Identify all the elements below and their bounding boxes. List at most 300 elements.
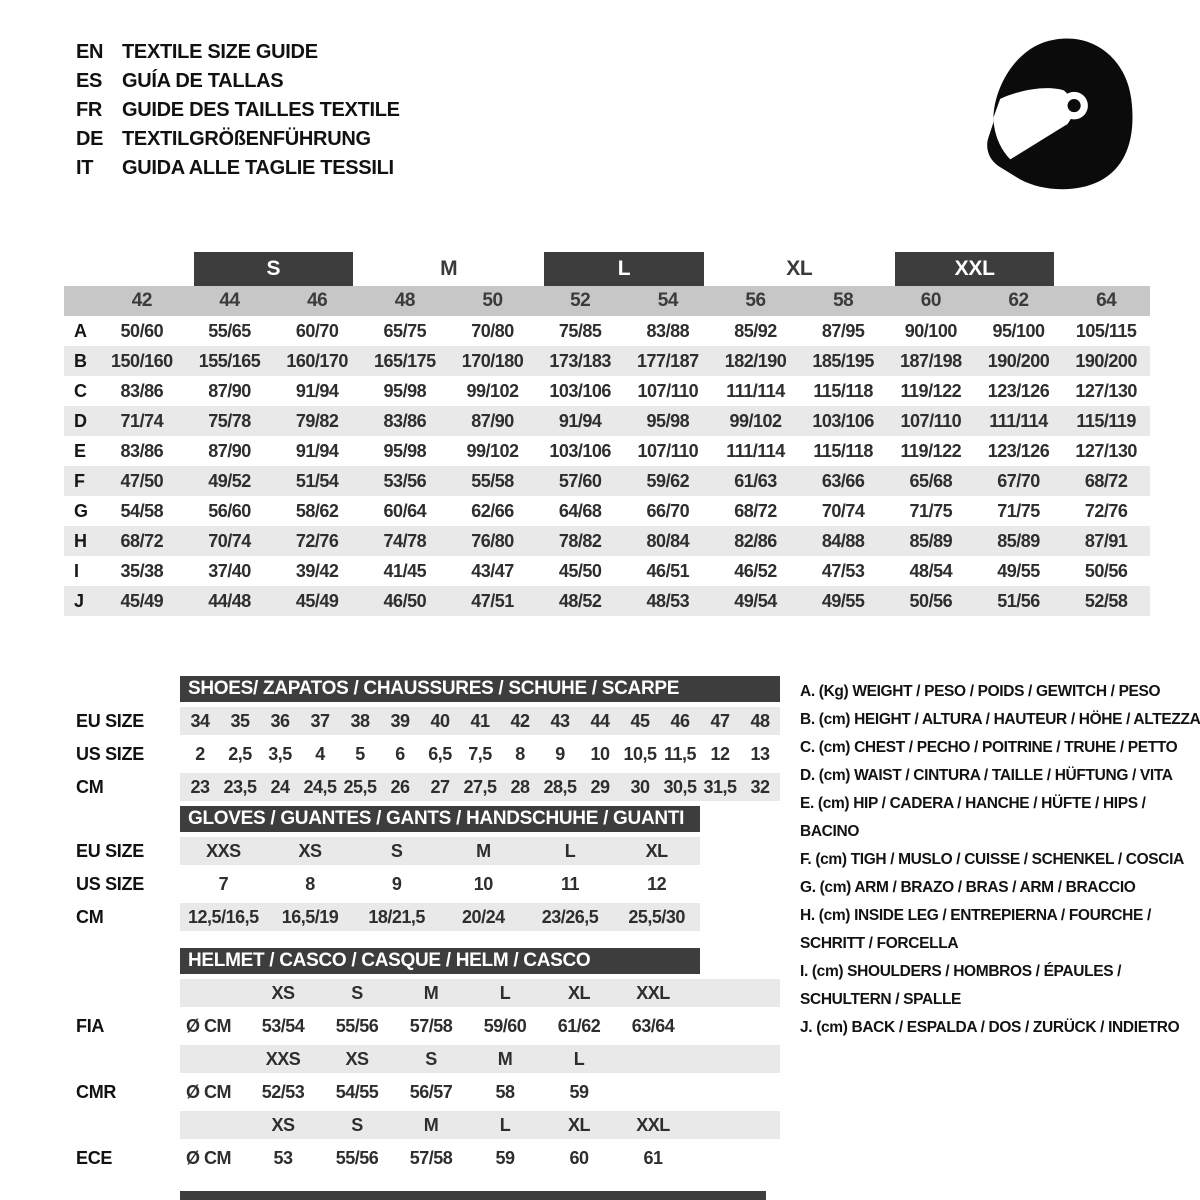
size-range-value: 37/40 [208,560,251,581]
glove-size-value: 11 [560,873,579,894]
legend-item [800,790,1200,846]
size-range-value: 76/80 [471,530,514,551]
size-range-value: 71/75 [997,500,1040,521]
helmet-size-value: 61/62 [557,1015,601,1036]
size-range-value: 95/98 [383,380,427,401]
size-range-value: 56/60 [208,500,251,521]
helmet-size-band [180,1111,780,1139]
language-row [76,96,400,125]
size-range-value: 70/74 [821,500,865,521]
size-range-value: 85/89 [909,530,953,551]
shoe-size-value: 7,5 [468,743,492,764]
shoe-size-value: 30 [630,776,650,797]
helmet-rows [64,979,784,1172]
shoe-size-value: 26 [390,776,410,797]
size-range-value: 66/70 [646,500,690,521]
size-range-value: 47/50 [120,470,164,491]
shoe-size-value: 2 [195,743,205,764]
numeric-size-label: 52 [570,290,591,311]
helmet-standard-row-fia [64,1012,784,1040]
shoe-size-value: 38 [350,710,370,731]
row-letter: C [74,380,87,401]
helmet-size-header-row [64,1045,784,1073]
glove-size-value: 12 [647,873,667,894]
size-range-value: 45/50 [558,560,602,581]
size-letter-header-s: S [194,252,353,286]
helmet-size-label: XL [567,1114,590,1135]
row-letter: F [74,470,85,491]
language-title: GUIDA ALLE TAGLIE TESSILI [122,157,394,179]
size-range-value: 123/126 [987,380,1050,401]
helmet-size-label: S [351,982,363,1003]
size-range-value: 47/51 [471,590,514,611]
size-range-value: 155/165 [198,350,261,371]
size-range-value: 75/78 [208,410,251,431]
shoe-size-value: 23 [190,776,210,797]
numeric-size-label: 42 [131,290,152,311]
size-range-value: 68/72 [120,530,164,551]
helmet-standard-label: ECE [76,1147,113,1168]
helmet-standard-label: FIA [76,1015,105,1036]
size-letter-header-m: M [440,257,458,280]
language-row [76,125,400,154]
size-range-value: 83/86 [120,380,164,401]
size-range-value: 35/38 [120,560,164,581]
language-title: GUIDE DES TAILLES TEXTILE [122,99,400,121]
legend-unit: (Kg) [818,683,853,700]
legend-text: HEIGHT / ALTURA / HAUTEUR / HÖHE / ALTEZZA [854,711,1200,728]
legend-unit: (cm) [816,1019,852,1036]
legend-key: H. [800,907,819,924]
shoes-row [64,707,784,735]
gloves-size-band [180,870,700,898]
size-range-value: 160/170 [286,350,348,371]
legend-text: BACK / ESPALDA / DOS / ZURÜCK / INDIETRO [851,1019,1180,1036]
legend-key: J. [800,1019,817,1036]
helmet-size-label: XXL [636,982,670,1003]
helmet-size-label: S [351,1114,363,1135]
shoes-section-header: SHOES/ ZAPATOS / CHAUSSURES / SCHUHE / SCARPE [180,676,780,702]
size-range-value: 87/90 [208,440,251,461]
gloves-row-label: CM [76,906,104,927]
size-range-value: 57/60 [558,470,602,491]
shoe-size-value: 43 [550,710,570,731]
size-range-value: 83/86 [383,410,427,431]
size-range-value: 43/47 [471,560,514,581]
measure-row-h [64,526,1150,556]
shoe-size-value: 41 [470,710,490,731]
size-range-value: 150/160 [111,350,173,371]
numeric-size-label: 50 [482,290,503,311]
helmet-size-label: L [499,982,511,1003]
measure-row-c [64,376,1150,406]
shoe-size-value: 28,5 [543,776,577,797]
legend-key: D. [800,767,819,784]
size-range-value: 67/70 [997,470,1040,491]
helmet-size-value: 61 [643,1147,663,1168]
row-letter: D [74,410,87,431]
shoe-size-value: 4 [315,743,325,764]
helmet-size-value: 53 [273,1147,293,1168]
helmet-size-value: 57/58 [409,1147,453,1168]
shoes-row-label: CM [76,776,104,797]
helmet-size-value: 56/57 [409,1081,453,1102]
numeric-size-label: 60 [920,290,941,311]
legend-text: SHOULDERS / HOMBROS / ÉPAULES / SCHULTERN / SPALLE [800,963,1122,1008]
helmet-size-label: S [425,1048,437,1069]
size-range-value: 59/62 [646,470,690,491]
glove-size-value: 16,5/19 [281,906,339,927]
language-row [76,67,400,96]
size-range-value: 41/45 [383,560,427,581]
shoe-size-value: 35 [230,710,250,731]
glove-size-value: XXS [206,840,241,861]
size-range-value: 62/66 [471,500,514,521]
shoe-size-value: 34 [190,710,210,731]
size-range-value: 99/102 [466,440,519,461]
gloves-size-band [180,903,700,931]
helmet-size-value: 59 [569,1081,589,1102]
helmet-size-value: 59 [495,1147,515,1168]
row-letter: H [74,530,87,551]
numeric-size-row [64,286,1150,316]
row-letter: A [74,320,87,341]
shoe-size-value: 28 [510,776,530,797]
helmet-standard-label: CMR [76,1081,117,1102]
size-range-value: 68/72 [734,500,777,521]
shoes-row-label: EU SIZE [76,710,144,731]
helmet-size-label: M [423,982,439,1003]
size-range-value: 107/110 [637,380,699,401]
size-range-value: 61/63 [734,470,777,491]
size-range-value: 45/49 [295,590,339,611]
helmet-size-label: M [423,1114,439,1135]
size-range-value: 60/64 [383,500,427,521]
size-range-value: 87/90 [471,410,514,431]
size-range-value: 71/74 [120,410,164,431]
size-range-value: 99/102 [729,410,782,431]
size-range-value: 75/85 [558,320,602,341]
shoe-size-value: 10,5 [623,743,657,764]
helmet-section [64,948,784,1172]
gloves-row [64,870,784,898]
size-range-value: 47/53 [821,560,865,581]
numeric-size-label: 46 [307,290,328,311]
legend-item [800,1014,1200,1042]
size-letter-header-xl: XL [786,257,813,280]
size-range-value: 91/94 [295,440,339,461]
shoes-row [64,773,784,801]
size-range-value: 87/90 [208,380,251,401]
corner-spacer [64,286,98,316]
helmet-size-value: 55/56 [335,1147,379,1168]
size-range-value: 103/106 [812,410,874,431]
size-range-value: 123/126 [987,440,1050,461]
glove-size-value: 8 [305,873,315,894]
helmet-standard-row-ece [64,1144,784,1172]
size-range-value: 84/88 [821,530,865,551]
numeric-size-label: 62 [1008,290,1029,311]
helmet-size-value: 53/54 [261,1015,305,1036]
glove-size-value: 20/24 [462,906,505,927]
size-range-value: 60/70 [295,320,339,341]
language-code: FR [76,99,103,121]
shoe-size-value: 42 [510,710,530,731]
size-range-value: 99/102 [466,380,519,401]
glove-size-value: XL [645,840,668,861]
shoe-size-value: 36 [270,710,290,731]
measure-row-a [64,316,1150,346]
shoe-size-value: 39 [390,710,410,731]
size-range-value: 54/58 [120,500,164,521]
helmet-size-value: 52/53 [261,1081,305,1102]
helmet-section-header: HELMET / CASCO / CASQUE / HELM / CASCO [180,948,700,974]
shoes-section [64,676,784,801]
size-range-value: 46/51 [646,560,690,581]
language-title: TEXTILE SIZE GUIDE [122,41,318,63]
size-range-value: 107/110 [637,440,699,461]
measure-row-i [64,556,1150,586]
textile-size-table [64,252,1150,616]
measure-row-e [64,436,1150,466]
legend-item [800,706,1200,734]
size-range-value: 44/48 [208,590,251,611]
size-range-value: 91/94 [558,410,602,431]
language-title: TEXTILGRÖßENFÜHRUNG [122,128,371,150]
size-range-value: 103/106 [549,440,611,461]
glove-size-value: 18/21,5 [368,906,425,927]
size-range-value: 91/94 [295,380,339,401]
size-range-value: 119/122 [900,380,962,401]
size-range-value: 115/118 [813,380,873,401]
shoe-size-value: 6 [395,743,405,764]
language-title-list [76,38,400,183]
size-range-value: 65/68 [909,470,953,491]
legend-key: E. [800,795,818,812]
size-range-value: 74/78 [383,530,427,551]
legend-key: B. [800,711,819,728]
legend-key: F. [800,851,816,868]
diameter-unit-label: Ø CM [186,1015,231,1036]
size-range-value: 45/49 [120,590,164,611]
helmet-size-label: XS [345,1048,369,1069]
helmet-size-label: XXL [636,1114,670,1135]
shoe-size-value: 10 [590,743,610,764]
shoe-size-value: 9 [555,743,565,764]
legend-item [800,762,1200,790]
helmet-unit-spacer [180,979,246,1007]
size-range-value: 63/66 [821,470,865,491]
size-range-value: 55/58 [471,470,514,491]
measure-row-g [64,496,1150,526]
glove-size-value: 25,5/30 [628,906,685,927]
shoes-size-band [180,707,780,735]
shoe-size-value: 12 [710,743,730,764]
shoe-size-value: 8 [515,743,525,764]
size-range-value: 95/98 [646,410,690,431]
helmet-size-label: XXS [265,1048,301,1069]
size-range-value: 78/82 [558,530,602,551]
helmet-size-value: 59/60 [483,1015,527,1036]
row-letter: J [74,590,84,611]
measure-row-j [64,586,1150,616]
legend-unit: (cm) [819,879,855,896]
size-range-value: 119/122 [900,440,962,461]
helmet-size-value: 58 [495,1081,515,1102]
shoe-size-value: 2,5 [228,743,252,764]
size-range-value: 68/72 [1084,470,1128,491]
gloves-section-header: GLOVES / GUANTES / GANTS / HANDSCHUHE / GUANTI [180,806,700,832]
gloves-row-label: US SIZE [76,873,144,894]
size-range-value: 50/56 [1084,560,1128,581]
helmet-unit-spacer [180,1111,246,1139]
language-title: GUÍA DE TALLAS [122,70,284,92]
size-range-value: 64/68 [558,500,602,521]
helmet-size-band [180,1045,780,1073]
legend-item [800,734,1200,762]
shoe-size-value: 46 [670,710,690,731]
helmet-size-value: 54/55 [335,1081,379,1102]
legend-text: WAIST / CINTURA / TAILLE / HÜFTUNG / VITA [854,767,1173,784]
measure-row-d [64,406,1150,436]
language-row [76,154,400,183]
row-letter: E [74,440,86,461]
shoes-row [64,740,784,768]
helmet-standard-row-cmr [64,1078,784,1106]
letter-size-header-row [64,252,1150,286]
size-range-value: 82/86 [734,530,777,551]
legend-text: ARM / BRAZO / BRAS / ARM / BRACCIO [854,879,1136,896]
size-range-value: 70/80 [471,320,514,341]
numeric-size-label: 48 [394,290,415,311]
shoe-size-value: 48 [750,710,770,731]
size-range-value: 83/88 [646,320,690,341]
size-range-value: 87/95 [821,320,865,341]
cropped-section-bar [180,1191,766,1200]
size-range-value: 170/180 [461,350,524,371]
glove-size-value: S [390,840,403,861]
legend-unit: (cm) [815,851,851,868]
size-range-value: 46/52 [734,560,777,581]
shoe-size-value: 44 [590,710,610,731]
row-letter: B [74,350,87,371]
helmet-size-label: XS [271,1114,295,1135]
shoes-size-band [180,773,780,801]
numeric-size-label: 54 [657,290,678,311]
legend-unit: (cm) [818,739,855,756]
size-range-value: 55/65 [208,320,251,341]
legend-unit: (cm) [818,767,855,784]
shoe-size-value: 40 [430,710,450,731]
shoe-size-value: 23,5 [223,776,257,797]
size-range-value: 49/52 [208,470,251,491]
size-range-value: 39/42 [295,560,339,581]
helmet-size-label: XS [271,982,295,1003]
helmet-size-value: 63/64 [631,1015,675,1036]
glove-size-value: 10 [473,873,493,894]
size-range-value: 190/200 [1075,350,1137,371]
legend-key: G. [800,879,820,896]
gloves-row [64,837,784,865]
numeric-size-label: 56 [745,290,766,311]
glove-size-value: 9 [391,873,402,894]
size-range-value: 72/76 [295,530,339,551]
gloves-row [64,903,784,931]
size-range-value: 71/75 [909,500,953,521]
shoe-size-value: 31,5 [703,776,737,797]
diameter-unit-label: Ø CM [186,1147,231,1168]
size-range-value: 51/54 [295,470,339,491]
glove-size-value: 12,5/16,5 [188,906,259,927]
size-range-value: 49/55 [997,560,1040,581]
legend-key: A. [800,683,819,700]
shoes-size-band [180,740,780,768]
size-range-value: 111/114 [989,410,1048,431]
size-range-value: 85/89 [997,530,1040,551]
size-range-value: 52/58 [1084,590,1128,611]
size-range-value: 46/50 [383,590,427,611]
size-range-value: 49/54 [734,590,777,611]
size-range-value: 107/110 [900,410,962,431]
legend-unit: (cm) [817,795,854,812]
language-code: IT [76,157,94,179]
size-range-value: 80/84 [646,530,690,551]
shoe-size-value: 3,5 [268,743,292,764]
shoe-size-value: 6,5 [428,743,452,764]
legend-unit: (cm) [818,907,855,924]
numeric-size-label: 44 [219,290,240,311]
shoes-rows [64,707,784,801]
helmet-size-value: 60 [569,1147,589,1168]
size-range-value: 87/91 [1084,530,1128,551]
size-range-value: 115/119 [1076,410,1136,431]
size-range-value: 95/98 [383,440,427,461]
legend-item [800,902,1200,958]
size-range-value: 173/183 [549,350,611,371]
gloves-rows [64,837,784,931]
helmet-icon [975,28,1143,200]
size-range-value: 51/56 [997,590,1040,611]
glove-size-value: M [476,840,491,861]
size-range-value: 111/114 [726,440,785,461]
shoe-size-value: 45 [630,710,650,731]
glove-size-value: XS [298,840,322,861]
size-range-value: 115/118 [813,440,873,461]
row-letter: I [74,560,79,581]
size-range-value: 127/130 [1075,380,1137,401]
shoe-size-value: 24 [270,776,290,797]
legend-key: C. [800,739,819,756]
language-code: ES [76,70,103,92]
size-range-value: 79/82 [295,410,339,431]
size-range-value: 85/92 [734,320,777,341]
glove-size-value: 23/26,5 [541,906,599,927]
size-range-value: 182/190 [724,350,787,371]
gloves-row-label: EU SIZE [76,840,144,861]
size-range-value: 48/54 [909,560,953,581]
helmet-size-value: 57/58 [409,1015,453,1036]
size-range-value: 53/56 [383,470,427,491]
size-range-value: 83/86 [120,440,164,461]
shoes-row-label: US SIZE [76,743,144,764]
numeric-size-label: 58 [833,290,854,311]
size-letter-header-l: L [544,252,703,286]
shoe-size-value: 29 [590,776,610,797]
size-range-value: 165/175 [374,350,436,371]
legend-key: I. [800,963,812,980]
size-range-value: 49/55 [821,590,865,611]
size-range-value: 58/62 [295,500,339,521]
